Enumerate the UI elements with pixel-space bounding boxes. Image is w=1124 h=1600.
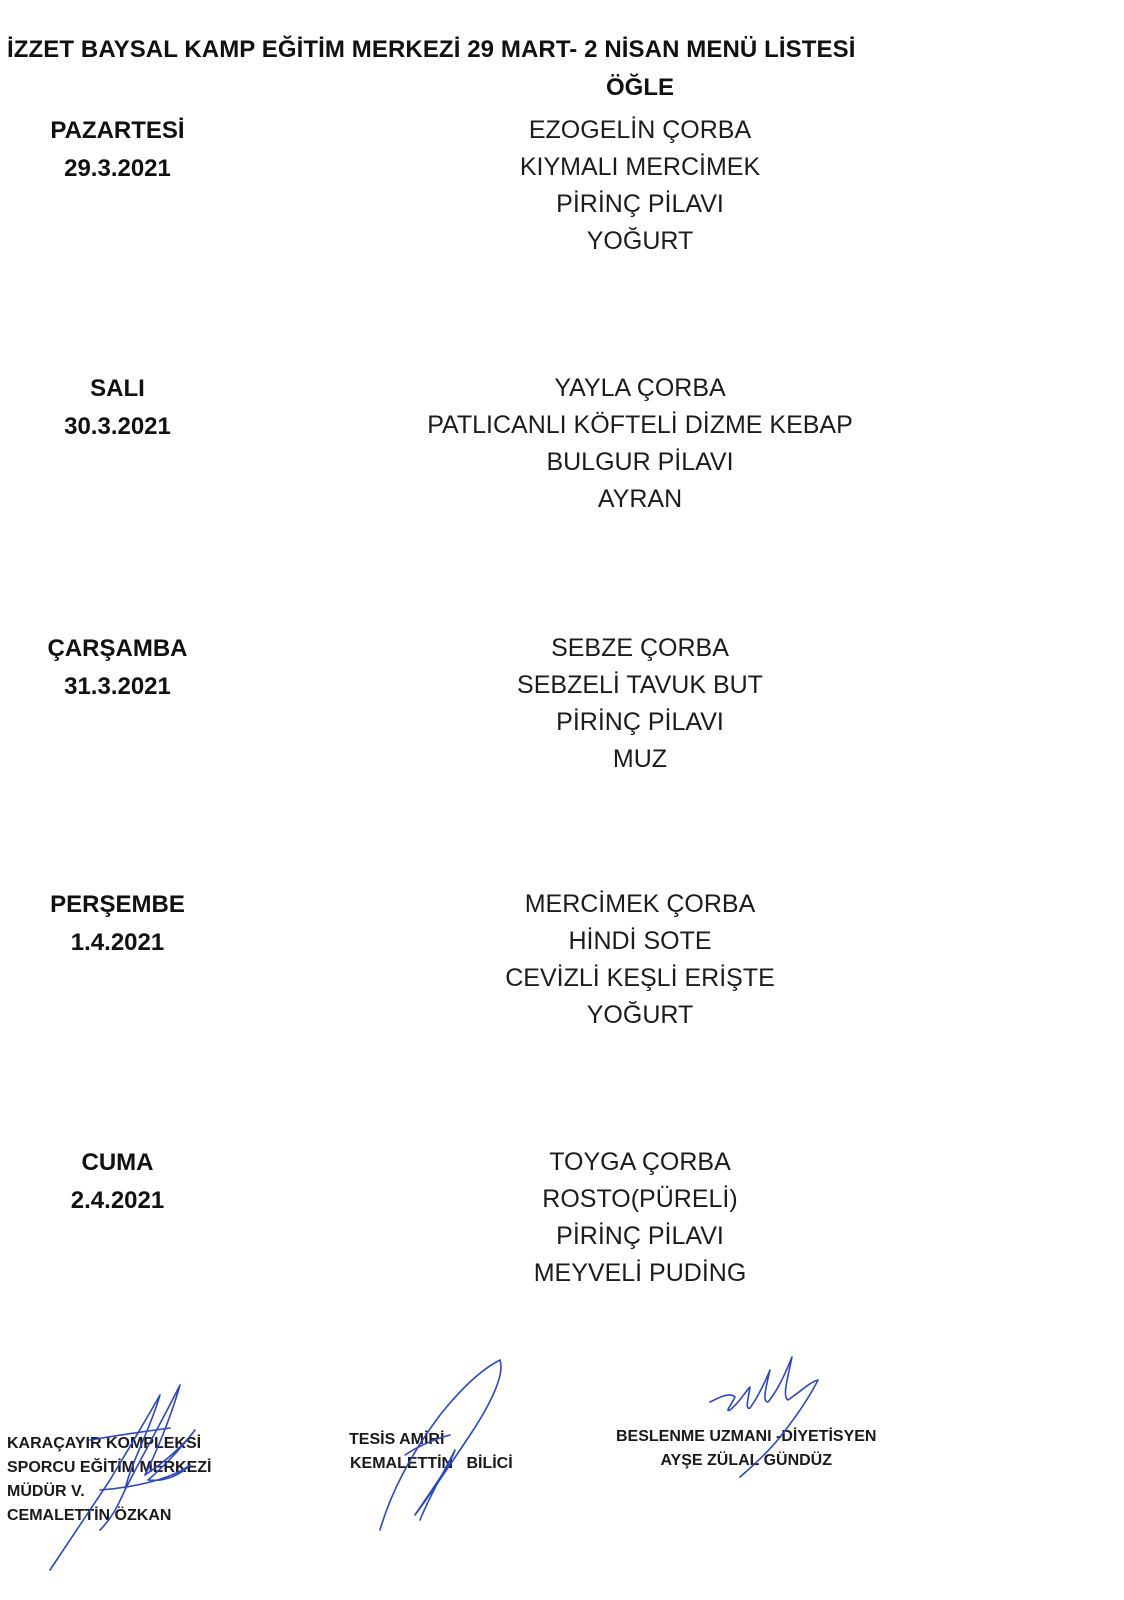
dish-item: PİRİNÇ PİLAVI: [556, 708, 724, 736]
dish-item: TOYGA ÇORBA: [549, 1148, 731, 1176]
day-label: [20, 370, 215, 446]
day-label: [20, 630, 215, 706]
dish-item: HİNDİ SOTE: [568, 927, 712, 955]
dish-item: YOĞURT: [586, 227, 694, 255]
dish-item: EZOGELİN ÇORBA: [528, 116, 752, 144]
signatory-facility-manager: [349, 1428, 513, 1476]
dish-item: KIYMALI MERCİMEK: [519, 153, 761, 181]
dish-list: [400, 112, 880, 260]
signatory-line: CEMALETTİN ÖZKAN: [7, 1507, 172, 1524]
day-date: 31.3.2021: [64, 673, 171, 700]
dish-list: [400, 886, 880, 1034]
dish-item: ROSTO(PÜRELİ): [542, 1185, 738, 1213]
signatory-line: KARAÇAYIR KOMPLEKSİ: [7, 1435, 202, 1452]
dish-list: [400, 1144, 880, 1292]
day-name: ÇARŞAMBA: [47, 635, 188, 662]
dish-item: SEBZE ÇORBA: [551, 634, 729, 662]
day-date: 2.4.2021: [70, 1187, 165, 1214]
day-label: [20, 886, 215, 962]
dish-item: PİRİNÇ PİLAVI: [556, 1222, 724, 1250]
signatory-line: SPORCU EĞİTİM MERKEZİ: [7, 1459, 212, 1476]
dish-item: YOĞURT: [586, 1001, 694, 1029]
dish-item: PİRİNÇ PİLAVI: [556, 190, 724, 218]
signatory-line: KEMALETTİN BİLİCİ: [350, 1455, 513, 1472]
meal-header: ÖĞLE: [605, 74, 674, 101]
signatory-director: [7, 1432, 211, 1528]
signatory-line: TESİS AMİRİ: [349, 1431, 445, 1448]
day-block-tuesday: [0, 370, 1124, 530]
day-name: CUMA: [81, 1149, 154, 1176]
signatory-line: MÜDÜR V.: [7, 1483, 85, 1500]
day-date: 30.3.2021: [64, 413, 171, 440]
signatory-dietitian: [616, 1425, 876, 1473]
day-name: PAZARTESİ: [50, 117, 185, 144]
dish-item: AYRAN: [597, 485, 683, 513]
dish-item: CEVİZLİ KEŞLİ ERİŞTE: [505, 964, 775, 992]
signatory-line: BESLENME UZMANI -DİYETİSYEN: [616, 1428, 877, 1445]
day-label: [20, 112, 215, 188]
day-date: 1.4.2021: [70, 929, 165, 956]
dish-item: MUZ: [612, 745, 668, 773]
day-block-monday: [0, 112, 1124, 272]
day-name: PERŞEMBE: [50, 891, 185, 918]
dish-list: [400, 370, 880, 518]
dish-item: BULGUR PİLAVI: [546, 448, 734, 476]
dish-item: MEYVELİ PUDİNG: [533, 1259, 747, 1287]
dish-item: MERCİMEK ÇORBA: [524, 890, 756, 918]
day-name: SALI: [90, 375, 145, 402]
signatory-line: AYŞE ZÜLAL GÜNDÜZ: [660, 1452, 833, 1469]
document-title: İZZET BAYSAL KAMP EĞİTİM MERKEZİ 29 MART- 2 NİSAN MENÜ LİSTESİ: [7, 36, 856, 63]
day-label: [20, 1144, 215, 1220]
day-block-thursday: [0, 886, 1124, 1046]
dish-list: [400, 630, 880, 778]
dish-item: YAYLA ÇORBA: [554, 374, 726, 402]
day-block-wednesday: [0, 630, 1124, 790]
dish-item: PATLICANLI KÖFTELİ DİZME KEBAP: [427, 411, 853, 439]
day-block-friday: [0, 1144, 1124, 1304]
dish-item: SEBZELİ TAVUK BUT: [517, 671, 763, 699]
day-date: 29.3.2021: [64, 155, 171, 182]
